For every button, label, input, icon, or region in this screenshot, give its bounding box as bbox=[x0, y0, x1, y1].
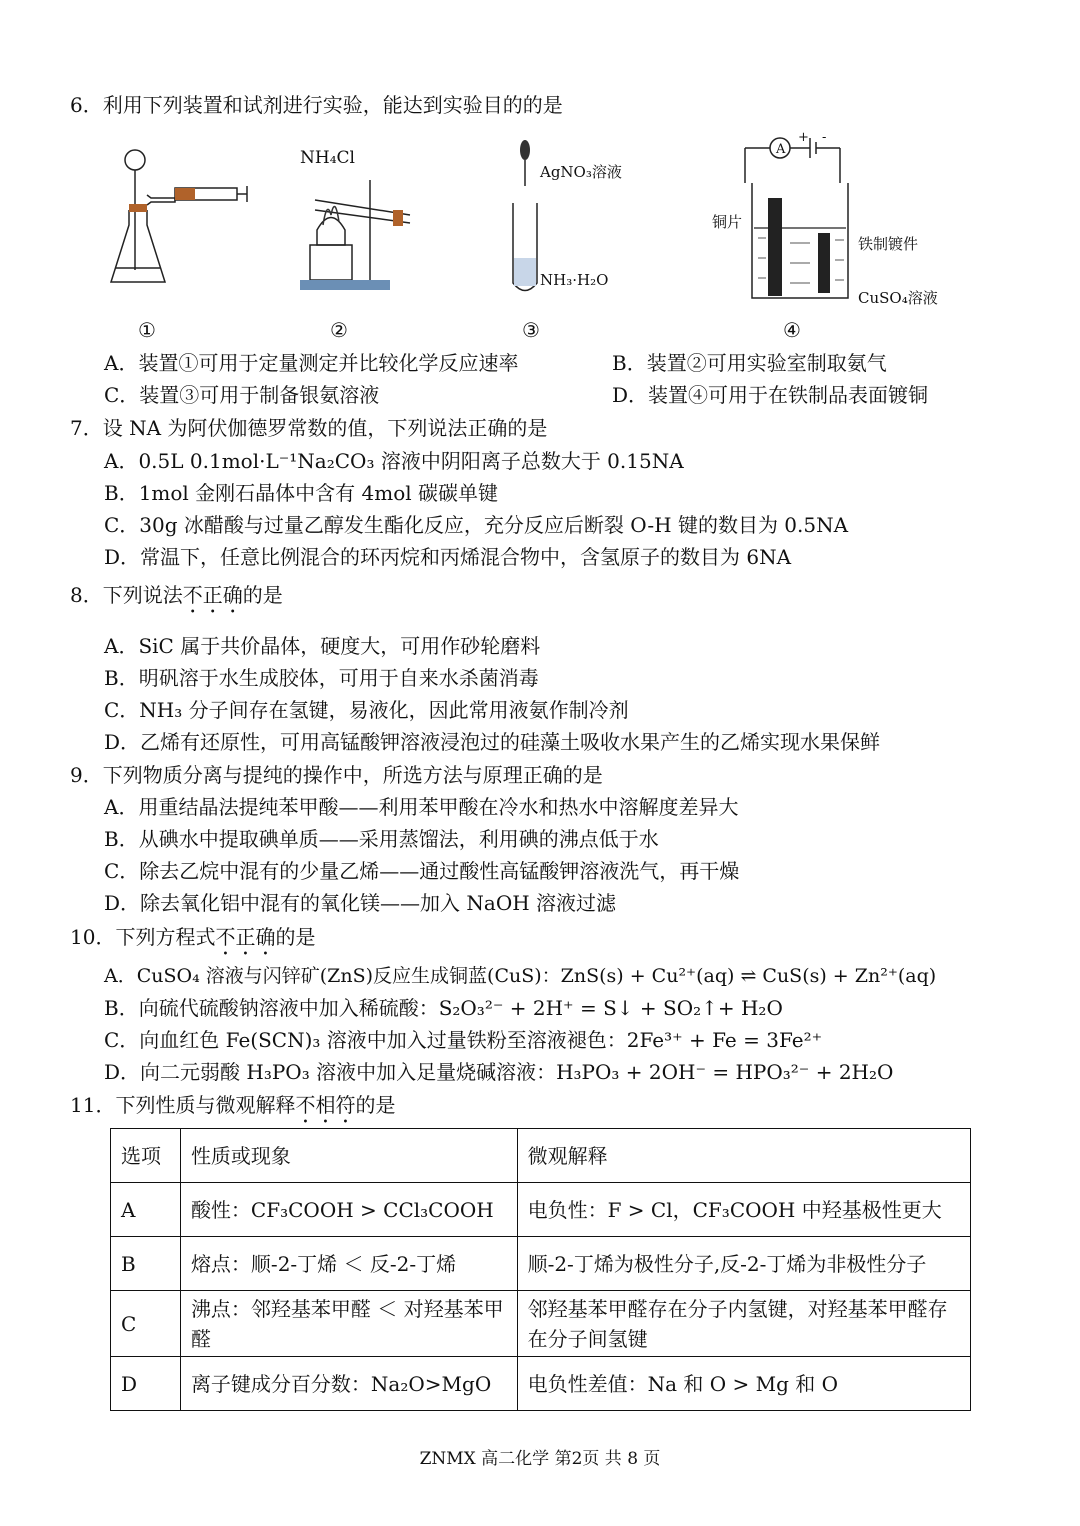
q6-stem: 6．利用下列装置和试剂进行实验，能达到实验目的的是 bbox=[70, 93, 563, 117]
q9-option-c: C．除去乙烷中混有的少量乙烯——通过酸性高锰酸钾溶液洗气，再干燥 bbox=[104, 859, 740, 883]
q11-stem bbox=[70, 1092, 395, 1128]
table-cell: 顺-2-丁烯为极性分子,反-2-丁烯为非极性分子 bbox=[517, 1237, 970, 1291]
label-cuso4: CuSO₄溶液 bbox=[858, 289, 938, 307]
q10-stem bbox=[70, 924, 315, 960]
q9-option-a: A．用重结晶法提纯苯甲酸——利用苯甲酸在冷水和热水中溶解度差异大 bbox=[104, 795, 739, 819]
label-agno3: AgNO₃溶液 bbox=[540, 163, 622, 181]
q8-option-a: A．SiC 属于共价晶体，硬度大，可用作砂轮磨料 bbox=[104, 634, 541, 658]
label-copper-sheet: 铜片 bbox=[712, 213, 743, 231]
q9-stem: 9．下列物质分离与提纯的操作中，所选方法与原理正确的是 bbox=[70, 763, 603, 787]
q10-option-d: D．向二元弱酸 H₃PO₃ 溶液中加入足量烧碱溶液：H₃PO₃ + 2OH⁻ = HPO₃²⁻ + 2H₂O bbox=[104, 1060, 894, 1084]
label-minus: - bbox=[822, 130, 827, 145]
q7-option-d: D．常温下，任意比例混合的环丙烷和丙烯混合物中，含氢原子的数目为 6NA bbox=[104, 545, 792, 569]
q7-option-b: B．1mol 金刚石晶体中含有 4mol 碳碳单键 bbox=[104, 481, 499, 505]
apparatus-1-number: ① bbox=[138, 318, 156, 342]
apparatus-2-heating-tube bbox=[295, 170, 420, 295]
q9-option-b: B．从碘水中提取碘单质——采用蒸馏法，利用碘的沸点低于水 bbox=[104, 827, 659, 851]
table-cell: 酸性：CF₃COOH > CCl₃COOH bbox=[180, 1183, 517, 1237]
table-cell: 邻羟基苯甲醛存在分子内氢键，对羟基苯甲醛存在分子间氢键 bbox=[517, 1291, 970, 1357]
table-header-cell: 性质或现象 bbox=[180, 1129, 517, 1183]
q10-stem-post: 的是 bbox=[275, 925, 316, 949]
q7-stem: 7．设 NA 为阿伏伽德罗常数的值，下列说法正确的是 bbox=[70, 416, 548, 440]
apparatus-4-number: ④ bbox=[783, 318, 801, 342]
label-plus: + bbox=[798, 130, 809, 145]
table-header-cell: 微观解释 bbox=[517, 1129, 970, 1183]
q7-option-a: A．0.5L 0.1mol·L⁻¹Na₂CO₃ 溶液中阴阳离子总数大于 0.15NA bbox=[104, 449, 684, 473]
q8-option-b: B．明矾溶于水生成胶体，可用于自来水杀菌消毒 bbox=[104, 666, 539, 690]
label-ammeter: A bbox=[776, 142, 786, 157]
q6-option-d: D．装置④可用于在铁制品表面镀铜 bbox=[612, 383, 929, 407]
q8-stem bbox=[70, 582, 283, 618]
table-row bbox=[111, 1237, 971, 1291]
table-row bbox=[111, 1291, 971, 1357]
q10-stem-pre: 10．下列方程式 bbox=[70, 925, 216, 949]
q11-stem-emphasis: 不相符 bbox=[295, 1093, 356, 1117]
q11-stem-pre: 11．下列性质与微观解释 bbox=[70, 1093, 296, 1117]
q10-stem-emphasis: 不正确 bbox=[215, 925, 276, 949]
table-row bbox=[111, 1183, 971, 1237]
table-cell: 熔点：顺-2-丁烯 ＜ 反-2-丁烯 bbox=[180, 1237, 517, 1291]
table-header-cell: 选项 bbox=[111, 1129, 181, 1183]
apparatus-3-test-tube bbox=[505, 138, 545, 298]
table-cell: A bbox=[111, 1183, 181, 1237]
q8-option-c: C．NH₃ 分子间存在氢键，易液化，因此常用液氨作制冷剂 bbox=[104, 698, 629, 722]
table-cell: 电负性：F > Cl，CF₃COOH 中羟基极性更大 bbox=[517, 1183, 970, 1237]
apparatus-4-electroplating bbox=[740, 128, 860, 308]
table-header-row bbox=[111, 1129, 971, 1183]
table-row bbox=[111, 1357, 971, 1411]
apparatus-2-number: ② bbox=[330, 318, 348, 342]
table-cell: 沸点：邻羟基苯甲醛 ＜ 对羟基苯甲醛 bbox=[180, 1291, 517, 1357]
apparatus-3-number: ③ bbox=[522, 318, 540, 342]
q8-stem-emphasis: 不正确 bbox=[182, 583, 243, 607]
table-cell: D bbox=[111, 1357, 181, 1411]
q8-stem-pre: 8．下列说法 bbox=[70, 583, 183, 607]
q11-stem-post: 的是 bbox=[355, 1093, 396, 1117]
q8-stem-post: 的是 bbox=[242, 583, 283, 607]
label-iron-part: 铁制镀件 bbox=[858, 235, 919, 253]
q6-option-a: A．装置①可用于定量测定并比较化学反应速率 bbox=[104, 351, 519, 375]
q10-option-c: C．向血红色 Fe(SCN)₃ 溶液中加入过量铁粉至溶液褪色：2Fe³⁺ + Fe = 3Fe²⁺ bbox=[104, 1028, 823, 1052]
label-nh3h2o: NH₃·H₂O bbox=[540, 271, 609, 289]
q7-option-c: C．30g 冰醋酸与过量乙醇发生酯化反应，充分反应后断裂 O-H 键的数目为 0.5NA bbox=[104, 513, 849, 537]
q9-option-d: D．除去氧化铝中混有的氧化镁——加入 NaOH 溶液过滤 bbox=[104, 891, 617, 915]
page-footer: ZNMX 高二化学 第2页 共 8 页 bbox=[419, 1449, 661, 1469]
q10-option-a: A．CuSO₄ 溶液与闪锌矿(ZnS)反应生成铜蓝(CuS)：ZnS(s) + Cu²⁺(aq) ⇌ CuS(s) + Zn²⁺(aq) bbox=[104, 965, 937, 987]
apparatus-1-flask-syringe bbox=[105, 140, 255, 295]
table-cell: 离子键成分百分数：Na₂O>MgO bbox=[180, 1357, 517, 1411]
q6-option-b: B．装置②可用实验室制取氨气 bbox=[612, 351, 887, 375]
q11-table bbox=[110, 1128, 971, 1411]
table-cell: B bbox=[111, 1237, 181, 1291]
table-cell: 电负性差值：Na 和 O > Mg 和 O bbox=[517, 1357, 970, 1411]
table-cell: C bbox=[111, 1291, 181, 1357]
q8-option-d: D．乙烯有还原性，可用高锰酸钾溶液浸泡过的硅藻土吸收水果产生的乙烯实现水果保鲜 bbox=[104, 730, 881, 754]
q10-option-b: B．向硫代硫酸钠溶液中加入稀硫酸：S₂O₃²⁻ + 2H⁺ = S↓ + SO₂↑+ H₂O bbox=[104, 996, 783, 1020]
q6-option-c: C．装置③可用于制备银氨溶液 bbox=[104, 383, 380, 407]
label-nh4cl: NH₄Cl bbox=[300, 148, 355, 168]
